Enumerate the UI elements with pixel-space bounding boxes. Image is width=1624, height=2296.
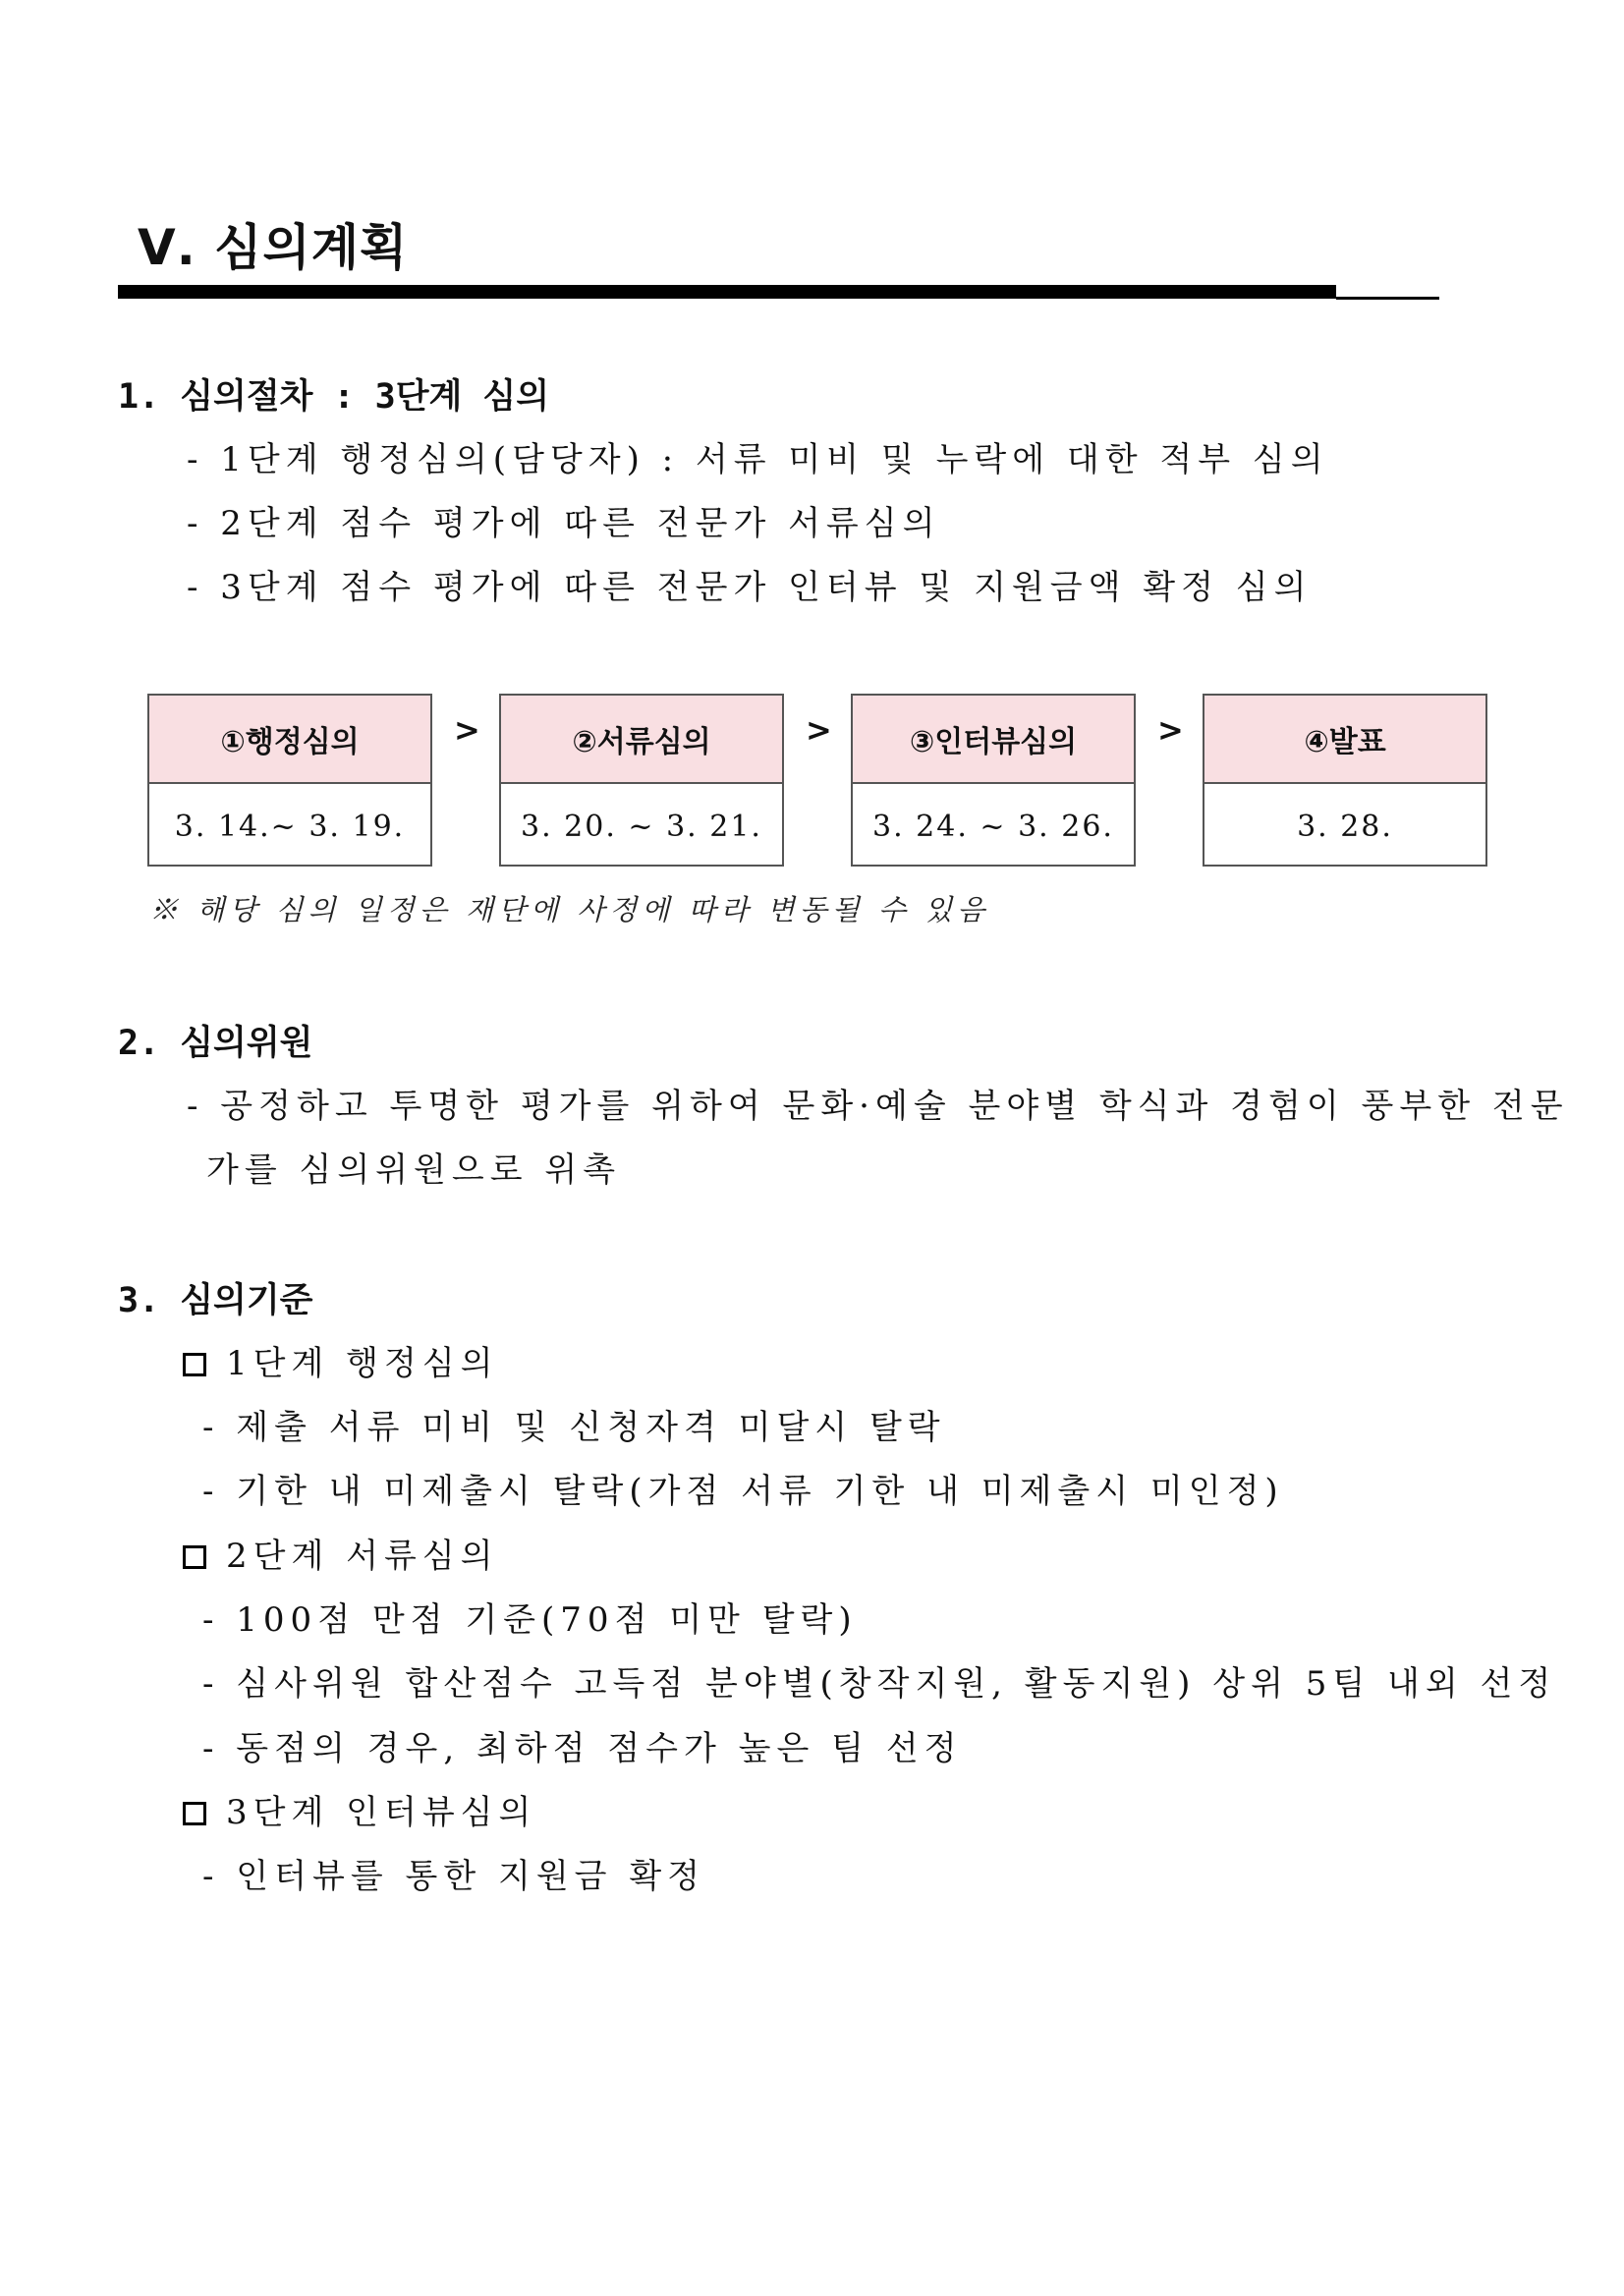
checkbox-icon (183, 1545, 206, 1569)
flow-step-announcement (1203, 694, 1487, 867)
section-2-text: - 공정하고 투명한 평가를 위하여 문화·예술 분야별 학식과 경험이 풍부한 전문 (187, 1087, 1569, 1126)
flow-step-label: ①행정심의 (149, 696, 430, 784)
flow-step-date: 3. 28. (1297, 809, 1393, 844)
flow-arrow: > (806, 711, 832, 749)
flow-step-date: 3. 24. ~ 3. 26. (872, 809, 1114, 844)
section-2-text: 가를 심의위원으로 위촉 (206, 1150, 622, 1190)
criteria-item: - 동점의 경우, 최하점 점수가 높은 팀 선정 (202, 1729, 963, 1768)
flow-step-label: ④발표 (1204, 696, 1485, 784)
section-1-item: - 1단계 행정심의(담당자) : 서류 미비 및 누락에 대한 적부 심의 (187, 440, 1329, 479)
flow-step-interview (851, 694, 1136, 867)
flow-step-label: ②서류심의 (501, 696, 782, 784)
checkbox-icon (183, 1353, 206, 1376)
criteria-item: - 100점 만점 기준(70점 미만 탈락) (202, 1600, 858, 1640)
flow-arrow: > (454, 711, 480, 749)
criteria-heading: 1단계 행정심의 (183, 1336, 499, 1384)
section-1-item: - 2단계 점수 평가에 따른 전문가 서류심의 (187, 504, 941, 543)
criteria-item: - 기한 내 미제출시 탈락(가점 서류 기한 내 미제출시 미인정) (202, 1472, 1284, 1511)
flow-step-administrative (147, 694, 432, 867)
section-2-title: 2. 심의위원 (118, 1024, 313, 1063)
section-1-item: - 3단계 점수 평가에 따른 전문가 인터뷰 및 지원금액 확정 심의 (187, 568, 1313, 607)
section-1-title: 1. 심의절차 : 3단계 심의 (118, 377, 550, 417)
schedule-note: ※ 해당 심의 일정은 재단에 사정에 따라 변동될 수 있음 (149, 893, 990, 926)
criteria-heading: 2단계 서류심의 (183, 1529, 499, 1577)
flow-step-documents (499, 694, 784, 867)
criteria-item: - 인터뷰를 통한 지원금 확정 (202, 1857, 706, 1896)
criteria-item: - 심사위원 합산점수 고득점 분야별(창작지원, 활동지원) 상위 5팀 내외 선정 (202, 1664, 1557, 1704)
flow-step-date: 3. 14.~ 3. 19. (174, 809, 406, 844)
flow-step-label: ③인터뷰심의 (853, 696, 1134, 784)
criteria-heading: 3단계 인터뷰심의 (183, 1785, 536, 1833)
title-underline-tail (1336, 297, 1439, 300)
flow-step-date: 3. 20. ~ 3. 21. (521, 809, 762, 844)
chapter-title: Ⅴ. 심의계획 (138, 219, 409, 276)
criteria-item: - 제출 서류 미비 및 신청자격 미달시 탈락 (202, 1408, 946, 1447)
section-3-title: 3. 심의기준 (118, 1281, 313, 1320)
title-underline (118, 285, 1336, 299)
flow-arrow: > (1157, 711, 1184, 749)
checkbox-icon (183, 1802, 206, 1825)
